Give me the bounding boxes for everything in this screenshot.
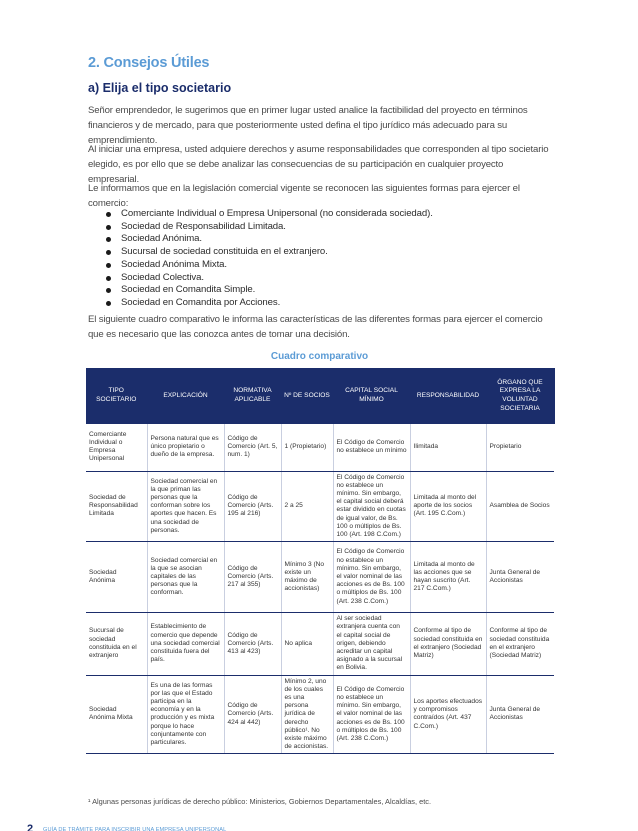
table-cell: Conforme al tipo de sociedad constituida en el extranjero (Sociedad Matriz) bbox=[486, 613, 554, 675]
table-cell: Al ser sociedad extranjera cuenta con el capital social de origen, debiendo acreditar un capital asignado a la sucursal en Bolivia. bbox=[333, 613, 410, 675]
table-cell: Sociedad Anónima Mixta bbox=[86, 675, 147, 754]
table-cell: El Código de Comercio no establece un mínimo. Sin embargo, el valor nominal de las acciones es de Bs. 100 o múltiplos de Bs. 100 (Art. 238 C.Com.) bbox=[333, 542, 410, 613]
table-cell: Junta General de Accionistas bbox=[486, 542, 554, 613]
list-item: Sociedad en Comandita por Acciones. bbox=[106, 297, 546, 310]
column-header: TIPO SOCIETARIO bbox=[86, 368, 147, 424]
comparison-table bbox=[86, 368, 555, 754]
table-cell: Código de Comercio (Arts. 413 al 423) bbox=[224, 613, 281, 675]
footnote: ¹ Algunas personas jurídicas de derecho público: Ministerios, Gobiernos Departamentales, Alcaldías, etc. bbox=[88, 797, 432, 806]
column-header: Nº DE SOCIOS bbox=[281, 368, 333, 424]
table-cell: El Código de Comercio no establece un mínimo. Sin embargo, el valor nominal de las acciones es de Bs. 100 o múltiplos de Bs. 100 (Art. 238 C.Com.) bbox=[333, 675, 410, 754]
list-item: Sociedad Colectiva. bbox=[106, 272, 546, 285]
table-cell: Asamblea de Socios bbox=[486, 471, 554, 542]
table-cell: Limitada al monto del aporte de los socios (Art. 195 C.Com.) bbox=[410, 471, 486, 542]
table-header-row bbox=[86, 368, 554, 424]
table-cell: Comerciante Individual o Empresa Unipersonal bbox=[86, 424, 147, 471]
table-cell: Sociedad comercial en la que priman las personas que la conforman sobre los aportes que hacen. Es una sociedad de personas. bbox=[147, 471, 224, 542]
table-title: Cuadro comparativo bbox=[270, 351, 369, 362]
page-number: 2 bbox=[27, 823, 34, 831]
paragraph-rights: Al iniciar una empresa, usted adquiere derechos y asume responsabilidades que corresponden al tipo societario elegido, es por ello que se debe analizar las consecuencias de su participación en cualquier proyecto empresarial. bbox=[88, 144, 549, 185]
table-cell: Establecimiento de comercio que depende una sociedad comercial constituida fuera del país. bbox=[147, 613, 224, 675]
footer-text: GUÍA DE TRÁMITE PARA INSCRIBIR UNA EMPRESA UNIPERSONAL bbox=[43, 827, 227, 831]
column-header: ÓRGANO QUE EXPRESA LA VOLUNTAD SOCIETARIA bbox=[486, 368, 554, 424]
table-cell: Sociedad de Responsabilidad Limitada bbox=[86, 471, 147, 542]
list-item: Sociedad Anónima. bbox=[106, 233, 546, 246]
table-cell: El Código de Comercio no establece un mínimo bbox=[333, 424, 410, 471]
table-row bbox=[86, 542, 554, 613]
table-cell: 2 a 25 bbox=[281, 471, 333, 542]
table-cell: Los aportes efectuados y compromisos contraídos (Art. 437 C.Com.) bbox=[410, 675, 486, 754]
forms-list bbox=[106, 208, 546, 310]
table-row bbox=[86, 424, 554, 471]
table-cell: Mínimo 3 (No existe un máximo de accionistas) bbox=[281, 542, 333, 613]
list-item: Sociedad Anónima Mixta. bbox=[106, 259, 546, 272]
table-cell: Código de Comercio (Art. 5, num. 1) bbox=[224, 424, 281, 471]
table-cell: Sucursal de sociedad constituida en el extranjero bbox=[86, 613, 147, 675]
column-header: NORMATIVA APLICABLE bbox=[224, 368, 281, 424]
table-cell: Sociedad comercial en la que se asocian capitales de las personas que la conforman. bbox=[147, 542, 224, 613]
table-cell: 1 (Propietario) bbox=[281, 424, 333, 471]
column-header: CAPITAL SOCIAL MÍNIMO bbox=[333, 368, 410, 424]
list-item: Sociedad en Comandita Simple. bbox=[106, 284, 546, 297]
table-cell: Conforme al tipo de sociedad constituida en el extranjero (Sociedad Matriz) bbox=[410, 613, 486, 675]
table-cell: Limitada al monto de las acciones que se hayan suscrito (Art. 217 C.Com.) bbox=[410, 542, 486, 613]
table-cell: El Código de Comercio no establece un mínimo. Sin embargo, el capital social deberá estar dividido en cuotas de igual valor, de Bs. 100 o múltiplos de Bs. 100 (Art. 198 C.Com.) bbox=[333, 471, 410, 542]
subsection-title: a) Elija el tipo societario bbox=[88, 81, 232, 95]
table-cell: Código de Comercio (Arts. 424 al 442) bbox=[224, 675, 281, 754]
table-cell: Persona natural que es único propietario o dueño de la empresa. bbox=[147, 424, 224, 471]
table-cell: Sociedad Anónima bbox=[86, 542, 147, 613]
section-title: 2. Consejos Útiles bbox=[88, 55, 210, 71]
table-row bbox=[86, 471, 554, 542]
table-cell: Ilimitada bbox=[410, 424, 486, 471]
table-cell: Mínimo 2, uno de los cuales es una persona jurídica de derecho público¹. No existe máximo de accionistas. bbox=[281, 675, 333, 754]
list-item: Sucursal de sociedad constituida en el extranjero. bbox=[106, 246, 546, 259]
table-cell: Código de Comercio (Arts. 195 al 216) bbox=[224, 471, 281, 542]
table-cell: Junta General de Accionistas bbox=[486, 675, 554, 754]
table-cell: Código de Comercio (Arts. 217 al 355) bbox=[224, 542, 281, 613]
paragraph-forms: Le informamos que en la legislación comercial vigente se reconocen las siguientes formas para ejercer el comercio: bbox=[88, 183, 520, 209]
column-header: RESPONSABILIDAD bbox=[410, 368, 486, 424]
list-item: Sociedad de Responsabilidad Limitada. bbox=[106, 221, 546, 234]
table-cell: No aplica bbox=[281, 613, 333, 675]
paragraph-intro: Señor emprendedor, le sugerimos que en primer lugar usted analice la factibilidad del proyecto en términos financieros y de mercado, para que posteriormente usted defina el tipo jurídico más adecuado para su emprendimiento. bbox=[88, 105, 528, 146]
table-cell: Es una de las formas por las que el Estado participa en la economía y en la producción y es mixta porque lo hace conjuntamente con particulares. bbox=[147, 675, 224, 754]
paragraph-table-intro: El siguiente cuadro comparativo le informa las características de las diferentes formas para ejercer el comercio que es necesario que las conozca antes de tomar una decisión. bbox=[88, 314, 543, 340]
table-cell: Propietario bbox=[486, 424, 554, 471]
table-row bbox=[86, 613, 554, 675]
column-header: EXPLICACIÓN bbox=[147, 368, 224, 424]
list-item: Comerciante Individual o Empresa Unipersonal (no considerada sociedad). bbox=[106, 208, 546, 221]
table-row bbox=[86, 675, 554, 754]
